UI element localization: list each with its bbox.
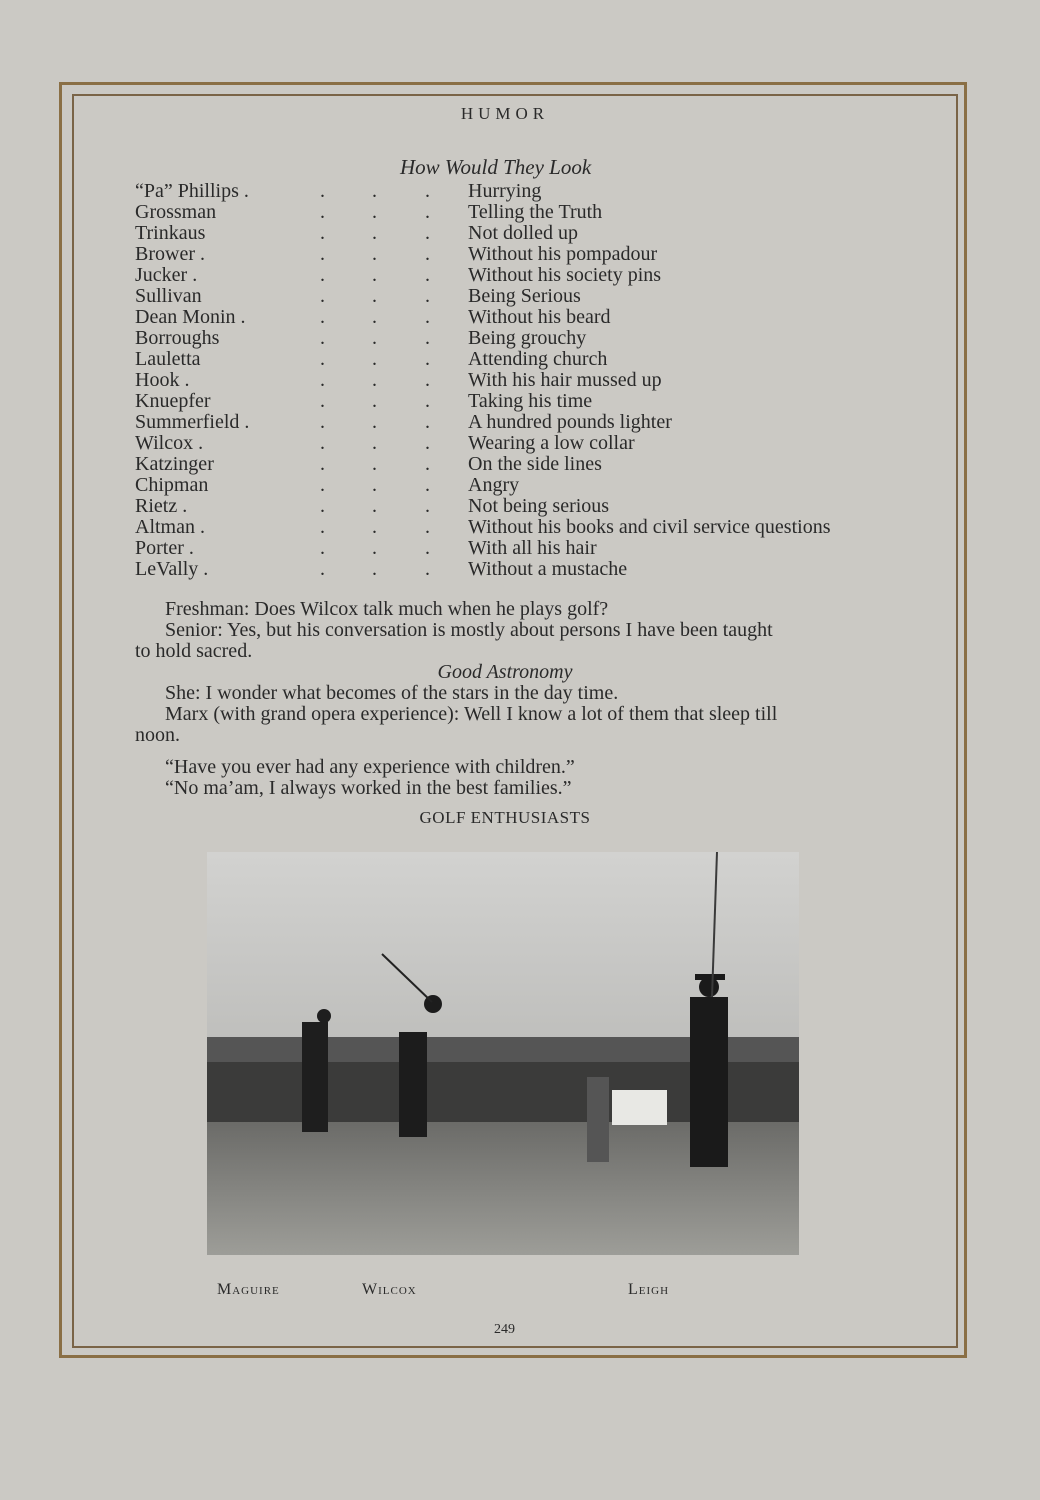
leader-dot: . <box>372 201 377 223</box>
leader-dot: . <box>372 558 377 580</box>
leader-dot: . <box>425 369 430 391</box>
row-description: With his hair mussed up <box>468 369 662 391</box>
row-name: Jucker . <box>135 264 198 286</box>
list-title: How Would They Look <box>400 155 592 179</box>
golfer-maguire <box>302 1009 331 1132</box>
leader-dot: . <box>320 558 325 580</box>
list-row <box>135 454 935 474</box>
leader-dot: . <box>372 264 377 286</box>
row-description: Not being serious <box>468 495 610 517</box>
list-row <box>135 286 935 306</box>
leader-dot: . <box>320 411 325 433</box>
list-row <box>135 517 935 537</box>
row-description: Without his pompadour <box>468 243 658 265</box>
caption-leigh: Leigh <box>628 1281 670 1298</box>
leader-dot: . <box>372 453 377 475</box>
row-name: “Pa” Phillips . <box>135 180 249 202</box>
leader-dot: . <box>425 474 430 496</box>
golf-answer-cont: to hold sacred. <box>135 640 253 662</box>
caption-wilcox: Wilcox <box>362 1281 417 1298</box>
caption-maguire: Maguire <box>217 1281 280 1298</box>
leader-dot: . <box>372 327 377 349</box>
row-name: Rietz . <box>135 495 188 517</box>
leader-dot: . <box>425 411 430 433</box>
row-name: Summerfield . <box>135 411 250 433</box>
leader-dot: . <box>320 285 325 307</box>
astronomy-question: She: I wonder what becomes of the stars in the day time. <box>165 682 619 704</box>
row-description: Without his beard <box>468 306 611 328</box>
astronomy-answer: Marx (with grand opera experience): Well I know a lot of them that sleep till <box>165 703 778 725</box>
leader-dot: . <box>425 432 430 454</box>
row-name: Wilcox . <box>135 432 204 454</box>
leader-dot: . <box>372 495 377 517</box>
leader-dot: . <box>425 180 430 202</box>
leader-dot: . <box>425 558 430 580</box>
leader-dot: . <box>372 285 377 307</box>
list-row <box>135 349 935 369</box>
list-row <box>135 223 935 243</box>
leader-dot: . <box>320 453 325 475</box>
leader-dot: . <box>425 243 430 265</box>
leader-dot: . <box>320 432 325 454</box>
leader-dot: . <box>320 390 325 412</box>
leader-dot: . <box>425 495 430 517</box>
list-row <box>135 181 935 201</box>
leader-dot: . <box>320 201 325 223</box>
list-row <box>135 391 935 411</box>
page-number: 249 <box>494 1322 515 1337</box>
row-description: Without his society pins <box>468 264 662 286</box>
leader-dot: . <box>425 348 430 370</box>
row-description: Angry <box>468 474 520 496</box>
list-row <box>135 412 935 432</box>
leader-dot: . <box>425 306 430 328</box>
leader-dot: . <box>320 474 325 496</box>
golf-answer: Senior: Yes, but his conversation is mostly about persons I have been taught <box>165 619 773 641</box>
leader-dot: . <box>372 516 377 538</box>
leader-dot: . <box>320 348 325 370</box>
list-row <box>135 202 935 222</box>
leader-dot: . <box>425 264 430 286</box>
photo-title: GOLF ENTHUSIASTS <box>419 808 591 827</box>
leader-dot: . <box>372 432 377 454</box>
list-row <box>135 559 935 579</box>
row-description: Not dolled up <box>468 222 578 244</box>
leader-dot: . <box>320 264 325 286</box>
row-name: Dean Monin . <box>135 306 246 328</box>
leader-dot: . <box>320 243 325 265</box>
row-description: Attending church <box>468 348 608 370</box>
row-description: A hundred pounds lighter <box>468 411 672 433</box>
leader-dot: . <box>425 453 430 475</box>
children-question: “Have you ever had any experience with children.” <box>165 756 575 778</box>
golfer-leigh <box>690 974 728 1167</box>
row-name: Knuepfer <box>135 390 211 412</box>
section-heading: HUMOR <box>460 104 550 123</box>
row-name: Brower . <box>135 243 205 265</box>
row-description: On the side lines <box>468 453 602 475</box>
golf-question: Freshman: Does Wilcox talk much when he plays golf? <box>165 598 609 620</box>
row-name: Grossman <box>135 201 217 223</box>
leader-dot: . <box>372 537 377 559</box>
leader-dot: . <box>425 516 430 538</box>
list-row <box>135 328 935 348</box>
row-description: Taking his time <box>468 390 593 412</box>
leader-dot: . <box>320 537 325 559</box>
leader-dot: . <box>425 327 430 349</box>
row-name: LeVally . <box>135 558 209 580</box>
row-description: Being grouchy <box>468 327 587 349</box>
row-description: With all his hair <box>468 537 597 559</box>
row-description: Hurrying <box>468 180 542 202</box>
leader-dot: . <box>372 180 377 202</box>
golf-photo <box>207 852 799 1255</box>
astronomy-title: Good Astronomy <box>437 661 573 683</box>
list-row <box>135 433 935 453</box>
leader-dot: . <box>372 390 377 412</box>
astronomy-answer-cont: noon. <box>135 724 180 746</box>
leader-dot: . <box>425 285 430 307</box>
row-description: Without a mustache <box>468 558 628 580</box>
row-name: Trinkaus <box>135 222 206 244</box>
leader-dot: . <box>320 180 325 202</box>
row-name: Hook . <box>135 369 190 391</box>
list-row <box>135 475 935 495</box>
list-row <box>135 496 935 516</box>
row-description: Telling the Truth <box>468 201 603 223</box>
list-row <box>135 370 935 390</box>
leader-dot: . <box>372 348 377 370</box>
row-name: Borroughs <box>135 327 220 349</box>
leader-dot: . <box>425 222 430 244</box>
list-row <box>135 307 935 327</box>
list-row <box>135 244 935 264</box>
leader-dot: . <box>372 369 377 391</box>
row-description: Being Serious <box>468 285 581 307</box>
leader-dot: . <box>425 201 430 223</box>
leader-dot: . <box>425 390 430 412</box>
leader-dot: . <box>372 306 377 328</box>
leader-dot: . <box>320 516 325 538</box>
leader-dot: . <box>320 306 325 328</box>
row-name: Lauletta <box>135 348 201 370</box>
leader-dot: . <box>372 474 377 496</box>
row-description: Without his books and civil service questions <box>468 516 831 538</box>
leader-dot: . <box>372 411 377 433</box>
leader-dot: . <box>320 327 325 349</box>
list-row <box>135 538 935 558</box>
row-name: Porter . <box>135 537 194 559</box>
row-name: Chipman <box>135 474 209 496</box>
leader-dot: . <box>320 222 325 244</box>
row-name: Katzinger <box>135 453 214 475</box>
row-name: Sullivan <box>135 285 202 307</box>
row-name: Altman . <box>135 516 205 538</box>
leader-dot: . <box>320 369 325 391</box>
leader-dot: . <box>372 243 377 265</box>
leader-dot: . <box>320 495 325 517</box>
children-answer: “No ma’am, I always worked in the best families.” <box>165 777 572 799</box>
leader-dot: . <box>425 537 430 559</box>
list-row <box>135 265 935 285</box>
row-description: Wearing a low collar <box>468 432 635 454</box>
leader-dot: . <box>372 222 377 244</box>
